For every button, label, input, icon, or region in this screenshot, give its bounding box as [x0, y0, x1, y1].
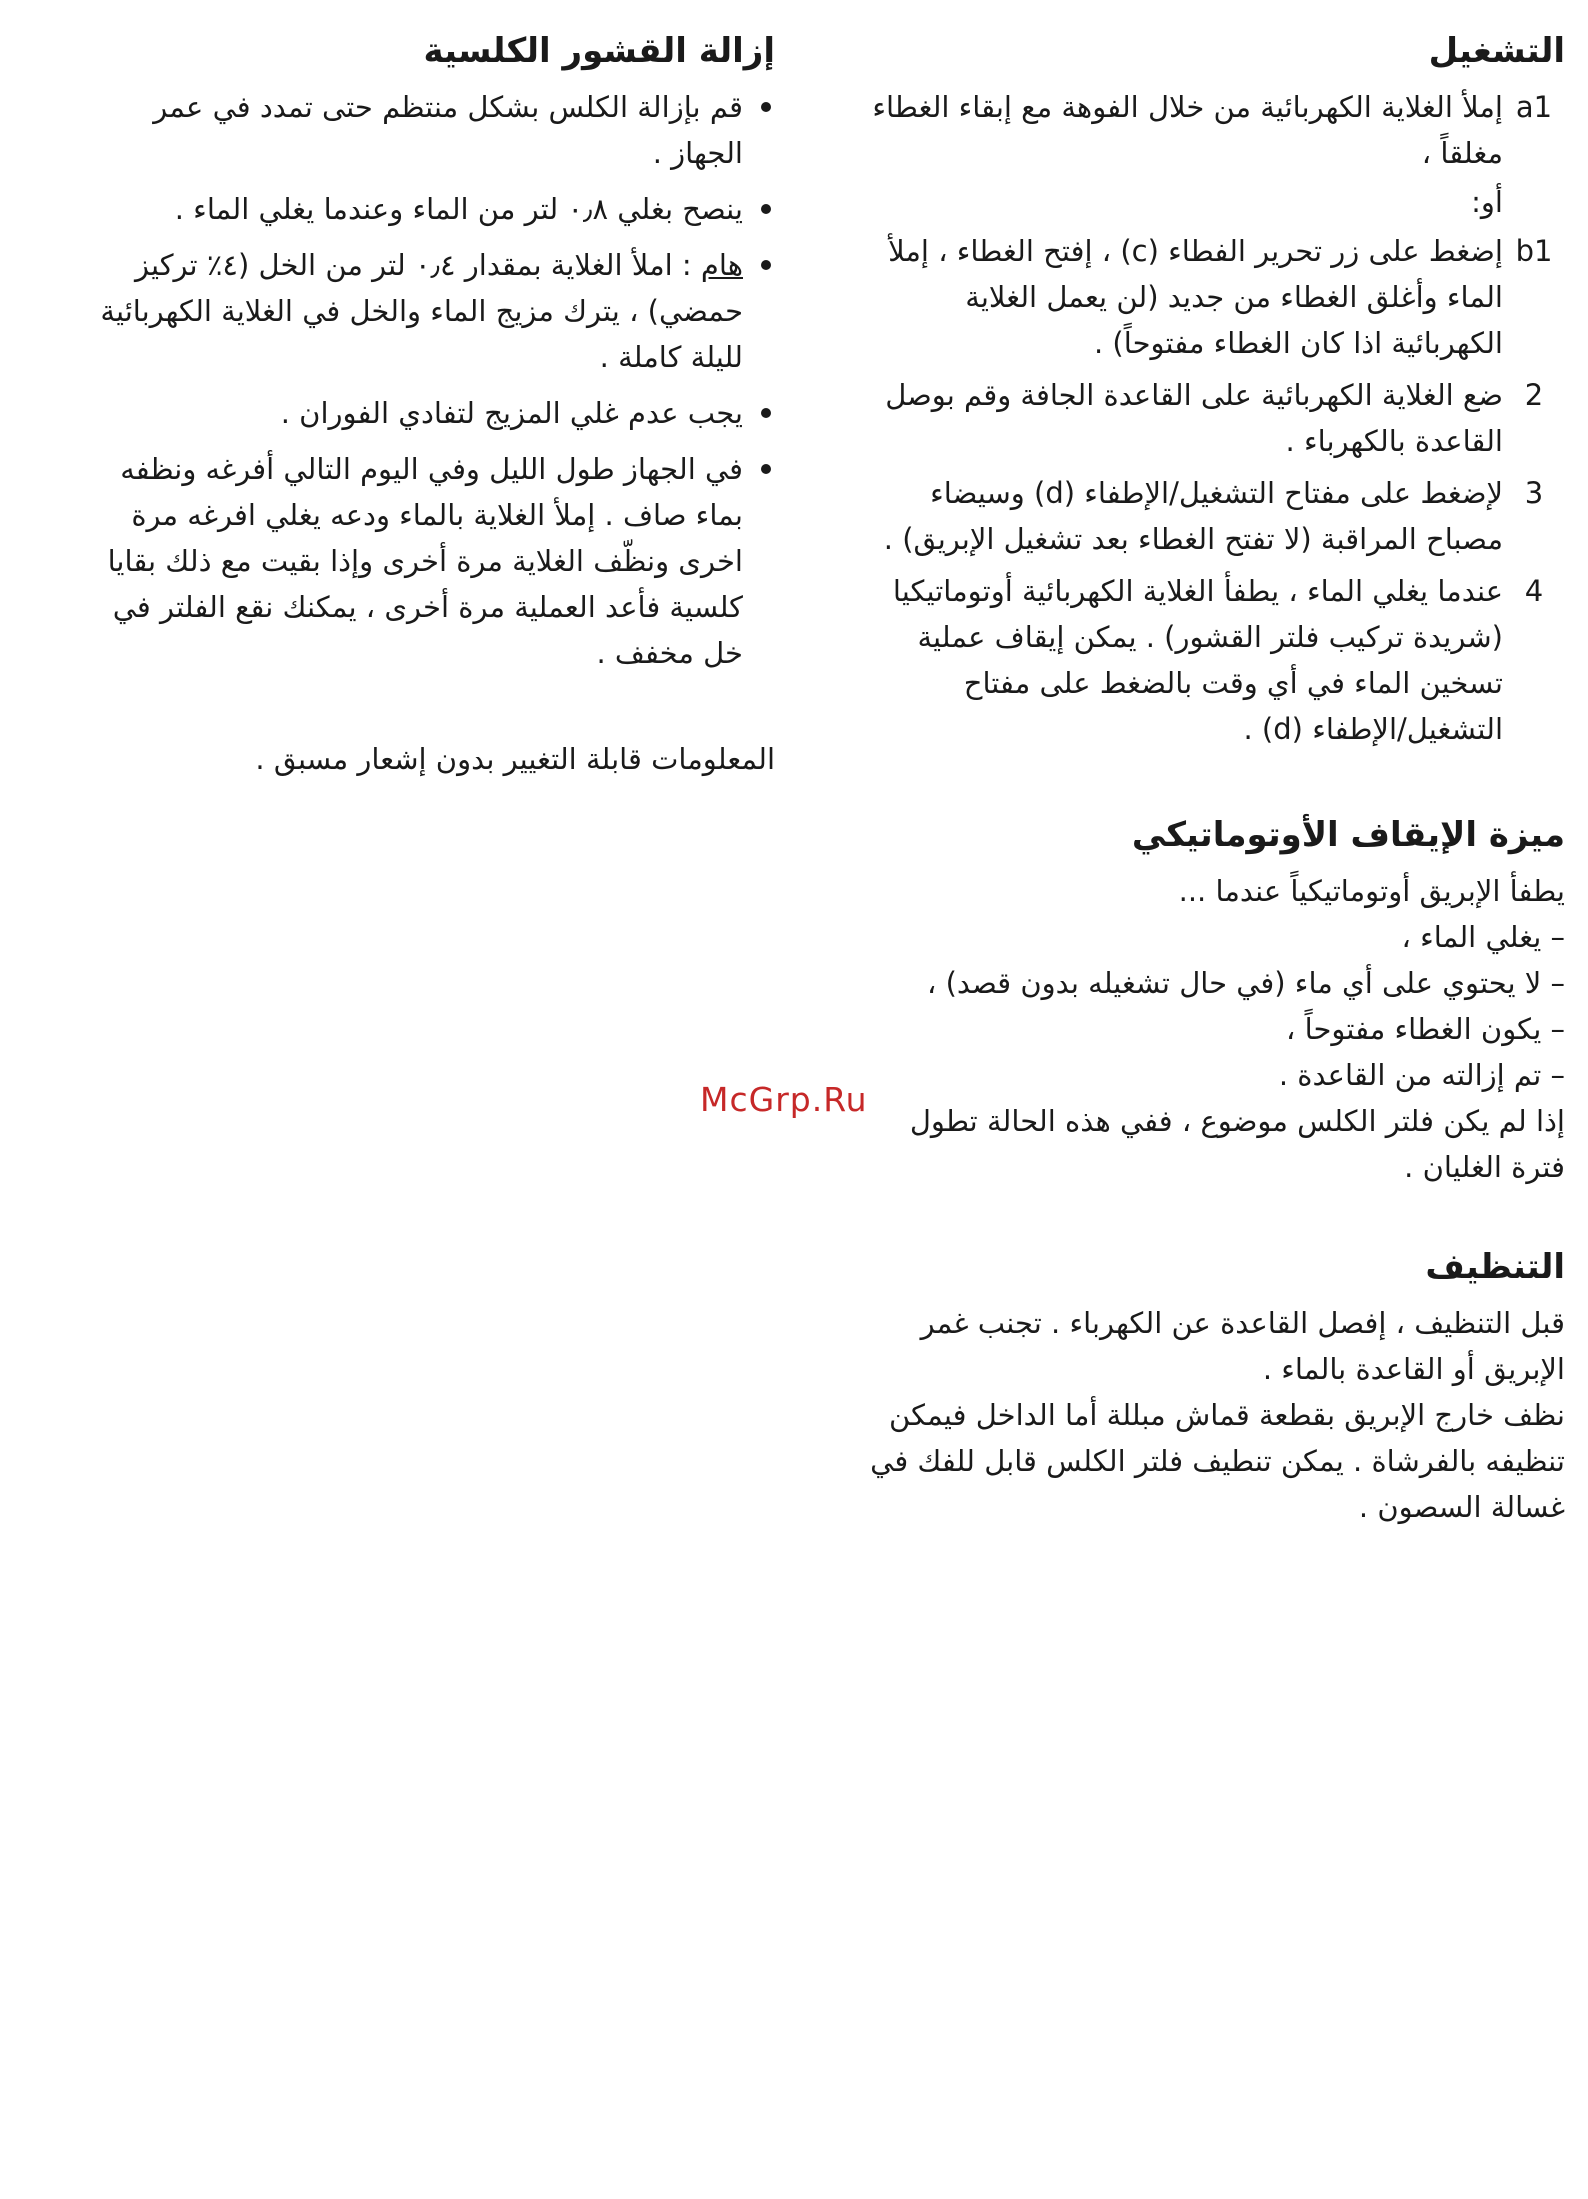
spacer [865, 758, 1565, 812]
list-item [75, 84, 775, 176]
descaling-section [75, 28, 775, 782]
list-item-text: ينصح بغلي ٠٫٨ لتر من الماء وعندما يغلي الماء . [174, 192, 743, 226]
list-item [75, 446, 775, 676]
step-2 [865, 372, 1565, 464]
auto-off-note: إذا لم يكن فلتر الكلس موضوع ، ففي هذه الحالة تطول فترة الغليان . [909, 1104, 1565, 1184]
step-number: 2 [1524, 378, 1544, 412]
step-text: إضغط على زر تحرير الفطاء (c) ، إفتح الغطاء ، إملأ الماء وأغلق الغطاء من جديد (لن يعمل الغلاية الكهربائية اذا كان الغطاء مفتوحاً) . [888, 234, 1503, 360]
list-item-text: : املأ الغلاية بمقدار ٠٫٤ لتر من الخل (٤٪ تركيز حمضي) ، يترك مزيج الماء والخل في الغلاية الكهربائية لليلة كاملة . [100, 248, 743, 374]
operation-section [865, 28, 1565, 752]
auto-off-item: – لا يحتوي على أي ماء (في حال تشغيله بدون قصد) ، [926, 966, 1565, 1000]
step-3 [865, 470, 1565, 562]
list-item [75, 242, 775, 380]
list-item [75, 390, 775, 436]
step-a1 [865, 84, 1565, 176]
step-number: 4 [1524, 574, 1544, 608]
list-item [75, 186, 775, 232]
cleaning-section [865, 1244, 1565, 1530]
step-number: 3 [1524, 476, 1544, 510]
cleaning-paragraph: نظف خارج الإبريق بقطعة قماش مبللة أما الداخل فيمكن تنظيفه بالفرشاة . يمكن تنطيف فلتر الكلس قابل للفك في غسالة السصون . [870, 1398, 1565, 1524]
bullet-icon [761, 464, 771, 474]
step-4 [865, 568, 1565, 752]
list-item-text: قم بإزالة الكلس بشكل منتظم حتى تمدد في عمر الجهاز . [153, 90, 743, 170]
watermark: McGrp.Ru [700, 1080, 868, 1119]
auto-off-item: – تم إزالته من القاعدة . [1278, 1058, 1565, 1092]
cleaning-paragraph: قبل التنظيف ، إفصل القاعدة عن الكهرباء . تجنب غمر الإبريق أو القاعدة بالماء . [920, 1306, 1565, 1386]
list-item-text: في الجهاز طول الليل وفي اليوم التالي أفرغه ونظفه بماء صاف . إملأ الغلاية بالماء ودعه يغلي افرغه مرة اخرى ونظّف الغلاية مرة أخرى وإذا بقيت مع ذلك بقايا كلسية فأعد العملية مرة أخرى ، يمكنك نقع الفلتر في خل مخفف . [107, 452, 743, 670]
auto-off-section [865, 812, 1565, 1190]
operation-title: التشغيل [1428, 31, 1565, 71]
footer-note: المعلومات قابلة التغيير بدون إشعار مسبق . [255, 742, 775, 776]
bullet-icon [761, 260, 771, 270]
descaling-list [75, 84, 775, 676]
cleaning-title: التنظيف [1425, 1247, 1565, 1287]
right-column [865, 28, 1565, 1530]
step-text: عندما يغلي الماء ، يطفأ الغلاية الكهربائية أوتوماتيكيا (شريدة تركيب فلتر القشور) . يمكن إيقاف عملية تسخين الماء في أي وقت بالضغط على مفتاح التشغيل/الإطفاء (d) . [892, 574, 1503, 746]
step-b1 [865, 228, 1565, 366]
bullet-icon [761, 204, 771, 214]
bullet-icon [761, 102, 771, 112]
spacer [865, 1190, 1565, 1244]
left-column [75, 28, 775, 782]
auto-off-intro: يطفأ الإبريق أوتوماتيكياً عندما ... [1178, 874, 1565, 908]
step-text: إملأ الغلاية الكهربائية من خلال الفوهة مع إبقاء الغطاء مغلقاً ، [872, 90, 1503, 170]
bullet-icon [761, 408, 771, 418]
auto-off-item: – يكون الغطاء مفتوحاً ، [1286, 1012, 1565, 1046]
step-text: لإضغط على مفتاح التشغيل/الإطفاء (d) وسيضاء مصباح المراقبة (لا تفتح الغطاء بعد تشغيل الإبريق) . [883, 476, 1503, 556]
step-number: b1 [1515, 234, 1553, 268]
step-number: a1 [1515, 90, 1553, 124]
auto-off-item: – يغلي الماء ، [1401, 920, 1565, 954]
step-text: ضع الغلاية الكهربائية على القاعدة الجافة وقم بوصل القاعدة بالكهرباء . [885, 378, 1503, 458]
important-label: هام [700, 248, 743, 282]
or-label: أو: [1471, 185, 1503, 219]
auto-off-title: ميزة الإيقاف الأوتوماتيكي [1131, 815, 1565, 855]
descaling-title: إزالة القشور الكلسية [423, 31, 775, 71]
list-item-text: يجب عدم غلي المزيج لتفادي الفوران . [280, 396, 743, 430]
